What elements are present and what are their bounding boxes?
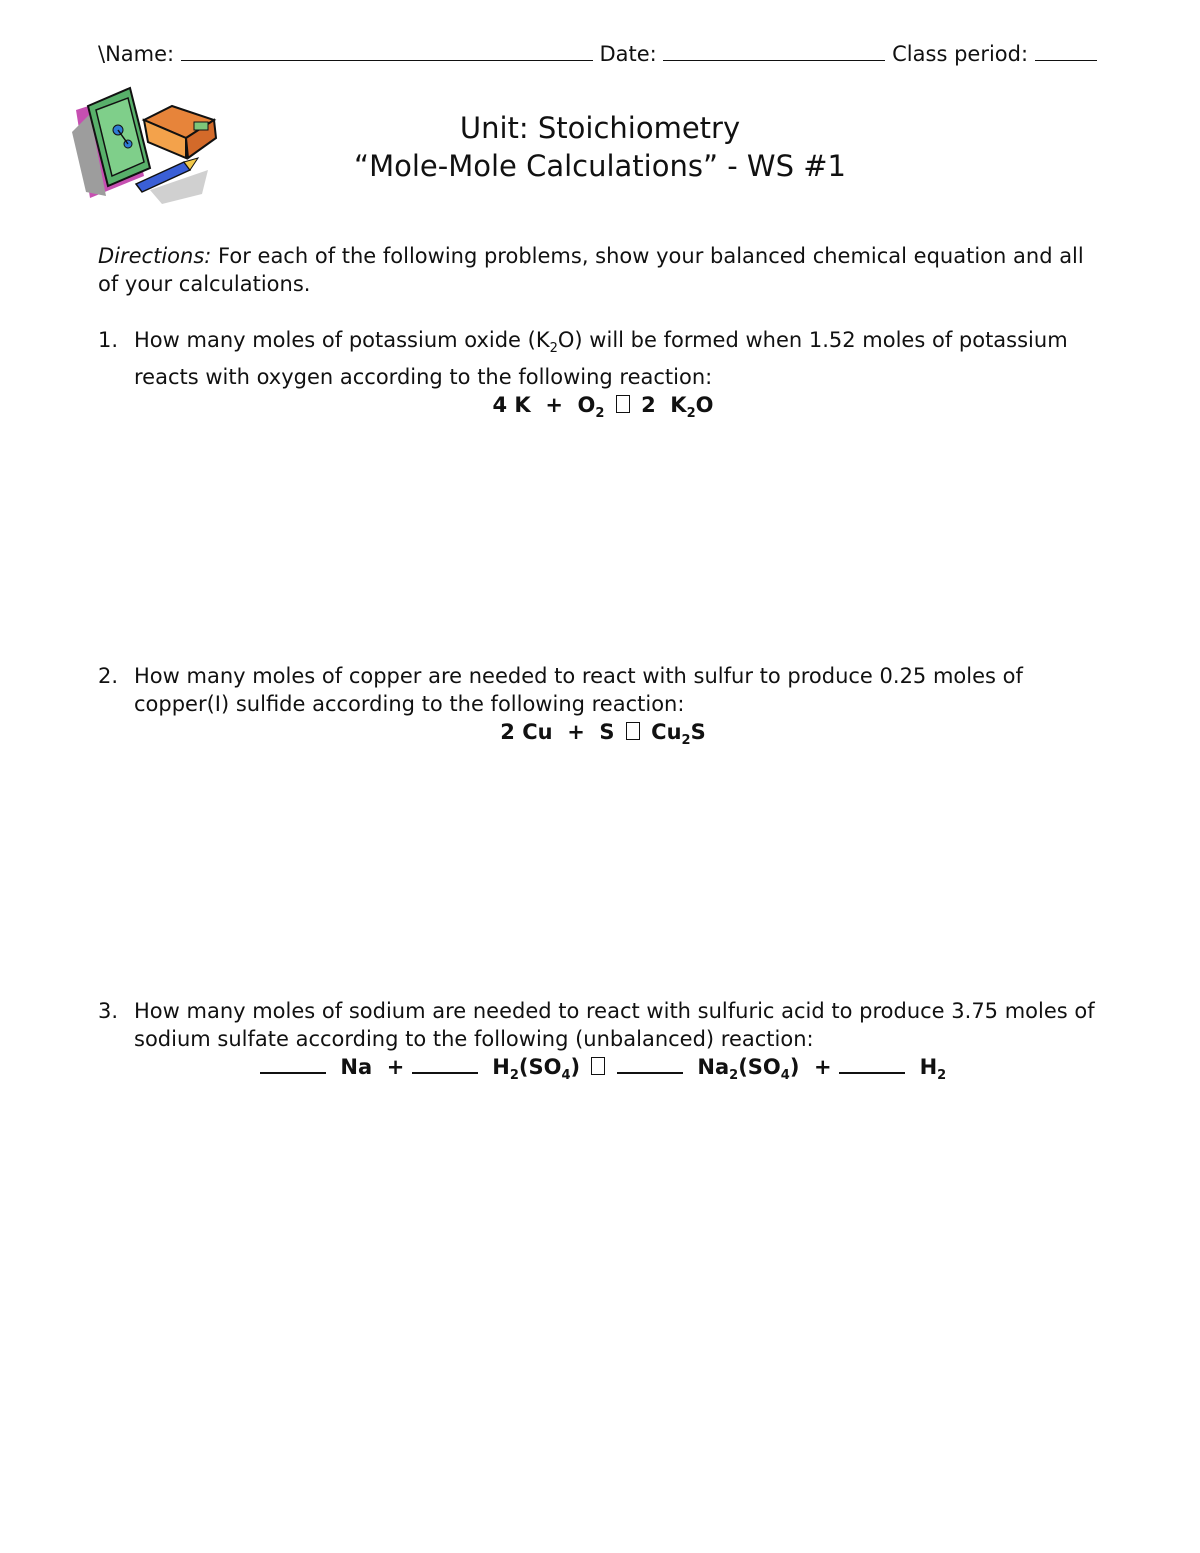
directions-text: For each of the following problems, show your balanced chemical equation and all of your calculations. [98,244,1084,296]
question-text: How many moles of sodium are needed to react with sulfuric acid to produce 3.75 moles of sodium sulfate according to the following (unbalanced) reaction: [134,999,1095,1051]
directions [98,242,1108,298]
page-subtitle: “Mole-Mole Calculations” - WS #1 [354,149,846,183]
question-number: 3. [98,999,119,1023]
chemical-equation: 2 Cu + S $Cu_2S$ [500,720,706,749]
class-period-label: Class period: [892,42,1029,66]
question-1 [98,326,1108,428]
question-3 [98,997,1108,1090]
question-2 [98,662,1108,755]
question-number: 2. [98,664,119,688]
page-title: Unit: Stoichiometry [459,111,741,145]
coefficient-blank[interactable] [412,1054,478,1074]
coefficient-blank[interactable] [617,1054,683,1074]
arrow-icon [591,1057,605,1075]
question-number: 1. [98,328,119,352]
question-text: How many moles of copper are needed to react with sulfur to produce 0.25 moles of copper(I) sulfide according to the following reaction: [134,664,1023,716]
date-field[interactable] [663,44,885,61]
chemical-equation: Na + $H_2(SO_4)$ $Na_2(SO_4)$ + $H_2$ [98,1053,1108,1090]
chemical-equation: 4 $K + O_2$ 2 $K_2O$ [492,393,714,422]
directions-label: Directions: [98,244,212,268]
arrow-icon [626,722,640,740]
header-row [98,42,1098,66]
name-field[interactable] [181,44,593,61]
name-label: \Name: [98,42,175,66]
class-period-field[interactable] [1035,44,1097,61]
coefficient-blank[interactable] [260,1054,326,1074]
coefficient-blank[interactable] [839,1054,905,1074]
question-text: How many moles of potassium oxide $(K_2O)$ will be formed when 1.52 moles of potassium reacts with oxygen according to the following reaction: [134,328,1068,390]
date-label: Date: [599,42,657,66]
arrow-icon [616,395,630,413]
